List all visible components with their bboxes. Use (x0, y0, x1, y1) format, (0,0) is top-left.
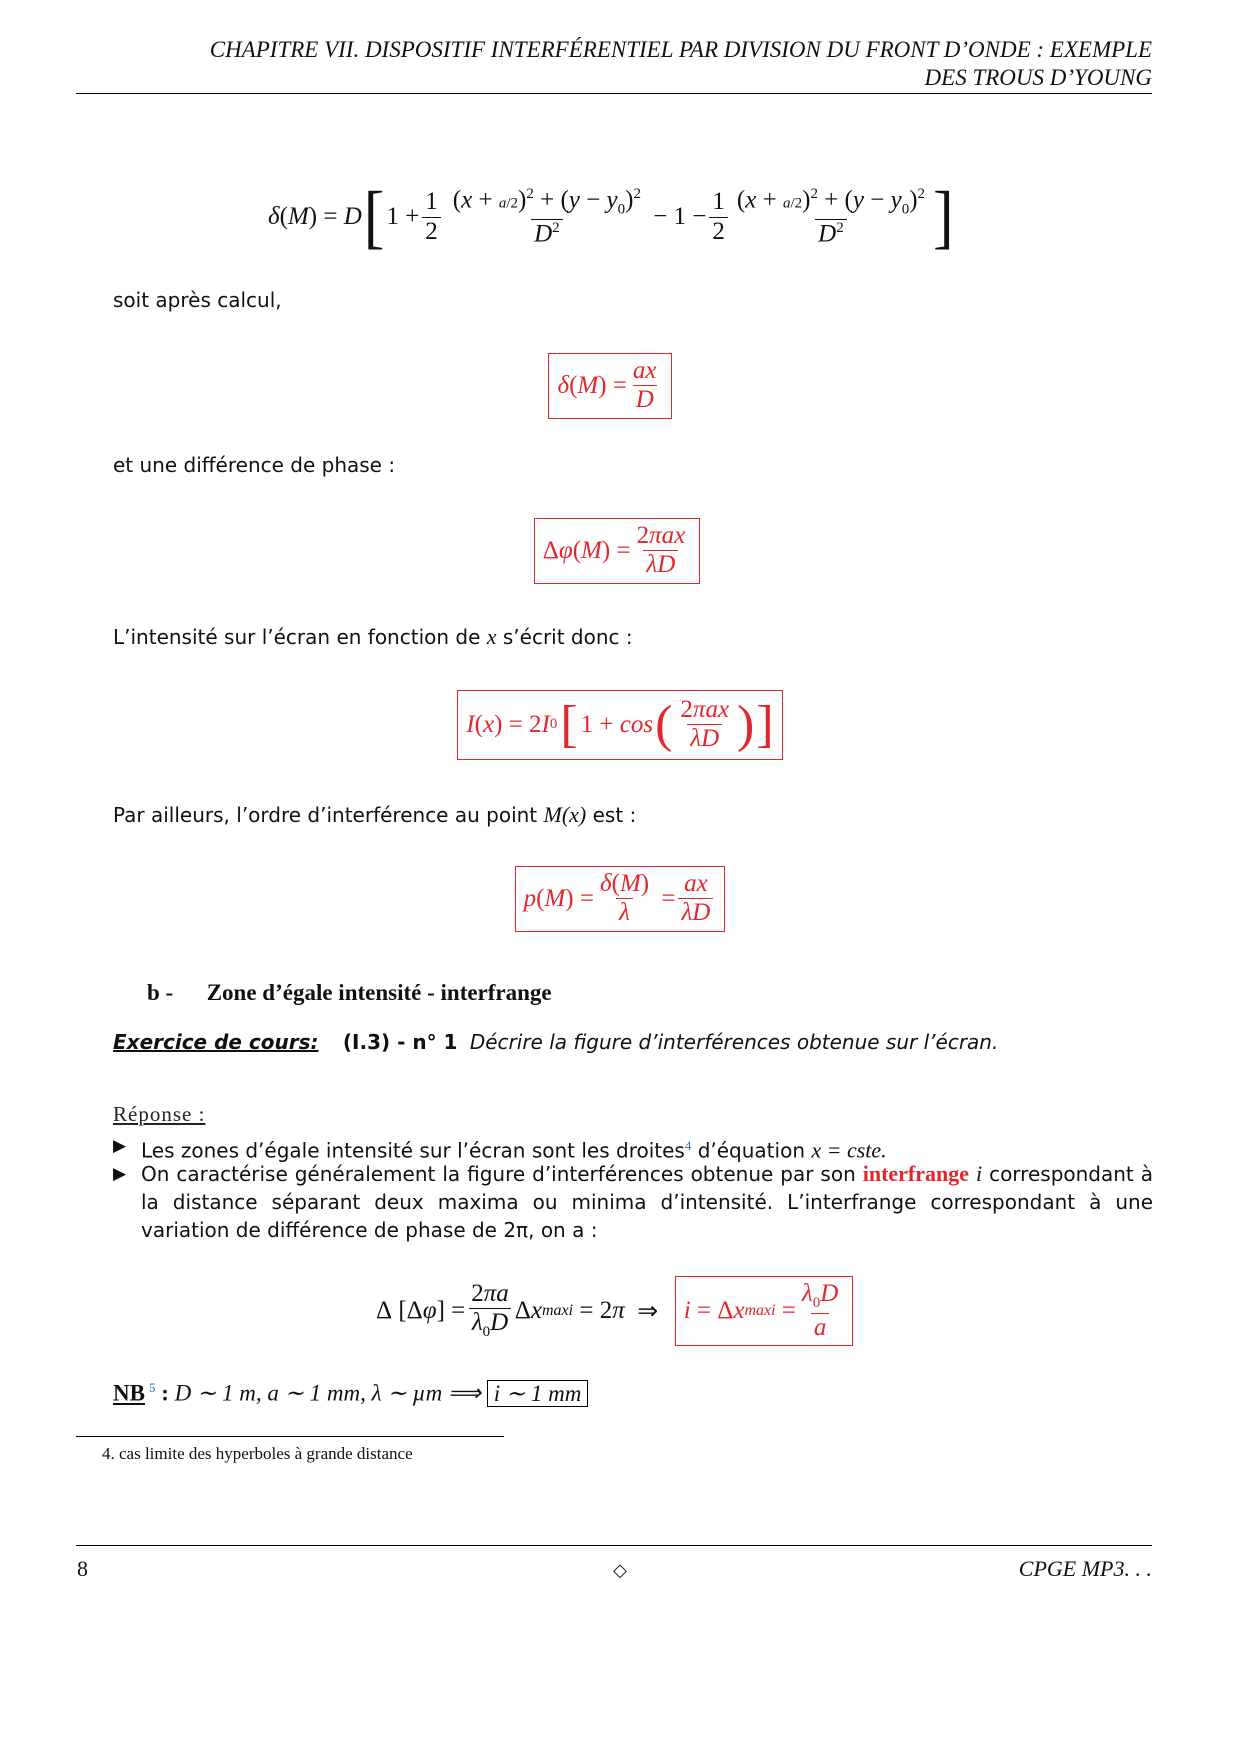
boxed-equation-order: p ( M ) = $\frac{\delta(M)}{\lambda}$ = $\frac{ax}{\lambda D}$ (515, 866, 726, 932)
answer-bullet-2: ▶ On caractérise généralement la figure d’interférences obtenue par son interfrange i correspondant à la distance séparant deux maxima ou minima d’intensité. L’interfrange correspondant à une variation de différence de phase de 2π, on a : (113, 1161, 1153, 1242)
section-number: b - (147, 980, 174, 1005)
keyword-interfrange: interfrange (862, 1161, 970, 1186)
paragraph-after-calc: soit après calcul, (113, 288, 282, 312)
boxed-equation-path-difference: δ ( M ) = $\frac{ax}{D}$ (548, 353, 671, 419)
nb-text: D ∼ 1 m, a ∼ 1 mm, λ ∼ µm ⟹ (174, 1380, 481, 1406)
equation-interfrange: Δ [Δ φ ] = $\frac{2\pi a}{\lambda_0D}$ Δ x maxi = 2 π ⇒ i = Δ x maxi = $\frac{\lambda_0D}{a}$ (376, 1276, 853, 1346)
equation-intensity-row (0, 690, 1240, 760)
paragraph-phase-difference: et une différence de phase : (113, 453, 396, 477)
exercise-label: Exercice de cours: (113, 1030, 319, 1054)
exercise-line (113, 1030, 998, 1054)
footer-course: CPGE MP3. . . (1018, 1556, 1152, 1581)
equation-delta-expansion: δ ( M ) = D [ 1 + $\frac{1}{2}$ $\frac{(x + a/2)^2 + (y - y_0)^2}{D^2}$ − 1 − $\frac{1}{2}$ $\frac{(x + a/2)^2 + (y - y_0)^2}{D^2}$ ] (268, 177, 954, 257)
bullet-triangle-icon: ▶ (113, 1136, 127, 1156)
nb-result-box: i ∼ 1 mm (487, 1380, 589, 1407)
footer-diamond-icon: ◇ (613, 1560, 627, 1580)
equation-phase-row (0, 518, 1240, 584)
paragraph-intensity: L’intensité sur l’écran en fonction de x s’écrit donc : (113, 624, 633, 649)
section-heading (147, 980, 552, 1006)
nb-line: NB $^5$ : D ∼ 1 m, a ∼ 1 mm, λ ∼ µm ⟹ i ∼ 1 mm (113, 1380, 588, 1407)
footnote-4: 4. cas limite des hyperboles à grande distance (102, 1444, 413, 1463)
exercise-number: (I.3) - n° 1 (342, 1030, 458, 1054)
page-number: 8 (77, 1556, 88, 1581)
header-rule (76, 93, 1152, 94)
exercise-question: Décrire la figure d’interférences obtenue sur l’écran. (469, 1030, 999, 1054)
equation-delta-result-row (0, 353, 1240, 419)
boxed-equation-interfrange: i = Δ x maxi = $\frac{\lambda_0D}{a}$ (675, 1276, 854, 1346)
paragraph-order: Par ailleurs, l’ordre d’interférence au point M(x) est : (113, 802, 637, 827)
boxed-equation-intensity: I ( x ) = 2 I 0 [ 1 + cos ( $\frac{\text{2πax}}{\lambda D}$ ) ] (457, 690, 782, 760)
nb-label: NB (113, 1380, 145, 1406)
answer-title: Réponse : (113, 1102, 206, 1126)
footnote-ref-4[interactable]: 4 (684, 1138, 692, 1153)
header-line-2: DES TROUS D’YOUNG (924, 65, 1152, 90)
footnote-rule (76, 1436, 504, 1437)
answer-bullet-1: ▶ Les zones d’égale intensité sur l’écran sont les droites$^4$ d’équation x = cste. (113, 1132, 1153, 1165)
bullet-triangle-icon: ▶ (113, 1164, 127, 1184)
section-title: Zone d’égale intensité - interfrange (206, 980, 552, 1005)
boxed-equation-phase: Δ φ ( M ) = $\frac{\text{2πax}}{\lambda D}$ (534, 518, 700, 584)
footnote-ref-5[interactable]: 5 (148, 1380, 156, 1395)
header-line-1: CHAPITRE VII. DISPOSITIF INTERFÉRENTIEL PAR DIVISION DU FRONT D’ONDE : EXEMPLE (209, 37, 1152, 62)
running-header (76, 36, 1152, 92)
equation-order-row (0, 866, 1240, 932)
footer-rule (76, 1545, 1152, 1546)
